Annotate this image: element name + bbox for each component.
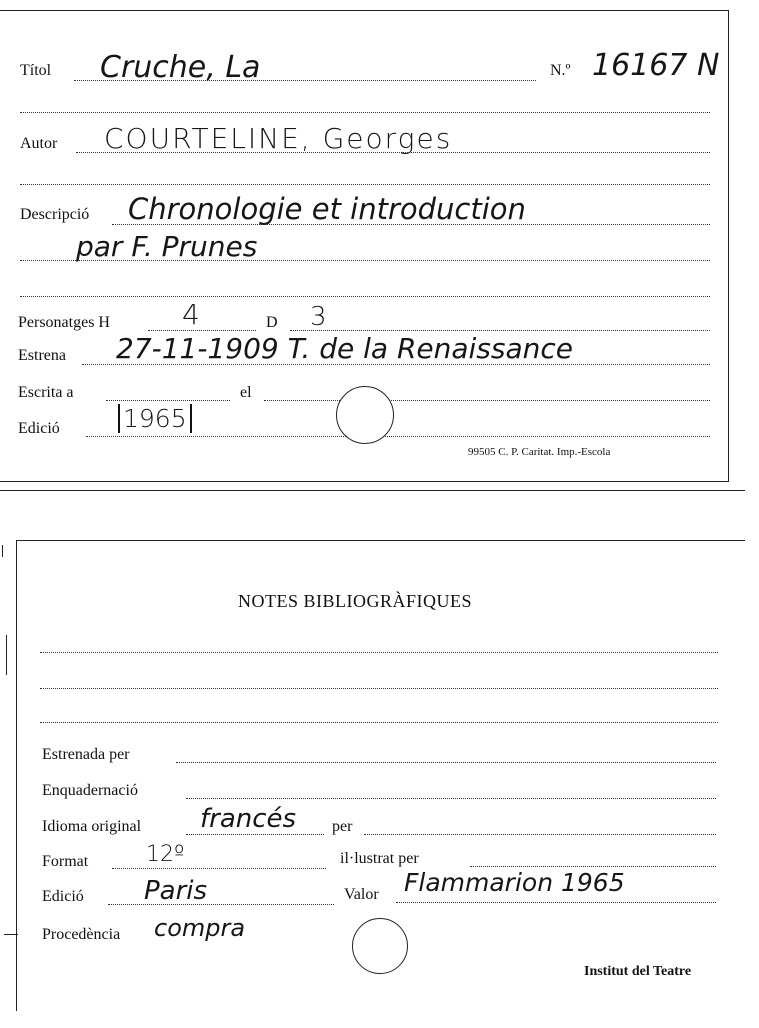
scan-edge-mark <box>4 934 18 935</box>
titol-label: Títol <box>20 62 52 79</box>
descripcio-value-2: par F. Prunes <box>76 230 258 263</box>
card-separator <box>0 490 745 491</box>
el-dotted-line <box>264 400 710 401</box>
idioma-value: francés <box>200 804 297 834</box>
idioma-label: Idioma original <box>42 818 142 835</box>
personatges-d-label: D <box>266 314 278 331</box>
personatges-d-value: 3 <box>310 302 327 332</box>
valor-value: Flammarion 1965 <box>404 868 625 897</box>
enquadernacio-dotted-line <box>186 798 716 799</box>
autor-value: COURTELINE, Georges <box>104 122 453 155</box>
per-label: per <box>332 818 353 835</box>
printer-imprint: 99505 C. P. Caritat. Imp.-Escola <box>468 446 611 458</box>
titol-value: Cruche, La <box>100 50 261 85</box>
autor-label: Autor <box>20 135 58 152</box>
notes-heading: NOTES BIBLIOGRÀFIQUES <box>238 591 473 611</box>
personatges-label: Personatges H <box>18 314 110 331</box>
notes-dotted-line <box>40 652 718 653</box>
el-label: el <box>240 384 252 401</box>
valor-label: Valor <box>344 886 379 903</box>
descripcio-value-1: Chronologie et introduction <box>128 192 526 226</box>
edicio-dotted-line <box>86 436 710 437</box>
punch-hole <box>352 918 408 974</box>
notes-dotted-line <box>40 722 718 723</box>
estrenada-label: Estrenada per <box>42 746 130 763</box>
punch-hole <box>336 386 394 444</box>
escrita-dotted-line <box>106 400 230 401</box>
institution-name: Institut del Teatre <box>584 964 692 979</box>
scan-edge-mark <box>6 635 7 675</box>
idioma-dotted-line <box>186 834 324 835</box>
per-dotted-line <box>364 834 716 835</box>
back-edicio-dotted-line <box>108 904 334 905</box>
escrita-label: Escrita a <box>18 384 74 401</box>
estrenada-dotted-line <box>176 762 716 763</box>
notes-dotted-line <box>40 688 718 689</box>
edicio-value: 1965 <box>118 404 192 433</box>
format-label: Format <box>42 853 89 870</box>
personatges-d-dotted-line <box>290 330 710 331</box>
personatges-h-value: 4 <box>182 298 200 331</box>
illustrat-dotted-line <box>470 866 716 867</box>
procedencia-label: Procedència <box>42 926 121 943</box>
blank-dotted-line <box>20 184 710 185</box>
personatges-h-dotted-line <box>148 330 256 331</box>
descripcio-label: Descripció <box>20 206 90 223</box>
edicio-label: Edició <box>18 420 60 437</box>
illustrat-label: il·lustrat per <box>340 850 419 867</box>
back-edicio-label: Edició <box>42 888 84 905</box>
numero-value: 16167 N <box>592 48 720 83</box>
format-dotted-line <box>112 868 326 869</box>
valor-dotted-line <box>396 902 716 903</box>
blank-dotted-line <box>20 112 710 113</box>
procedencia-value: compra <box>154 914 246 942</box>
back-edicio-value: Paris <box>144 876 208 906</box>
estrena-value: 27-11-1909 T. de la Renaissance <box>116 332 574 365</box>
scan-edge-mark <box>2 545 3 557</box>
enquadernacio-label: Enquadernació <box>42 782 138 799</box>
blank-dotted-line <box>20 296 710 297</box>
format-value: 12º <box>146 842 185 867</box>
numero-label: N.º <box>550 62 571 79</box>
estrena-label: Estrena <box>18 347 66 364</box>
